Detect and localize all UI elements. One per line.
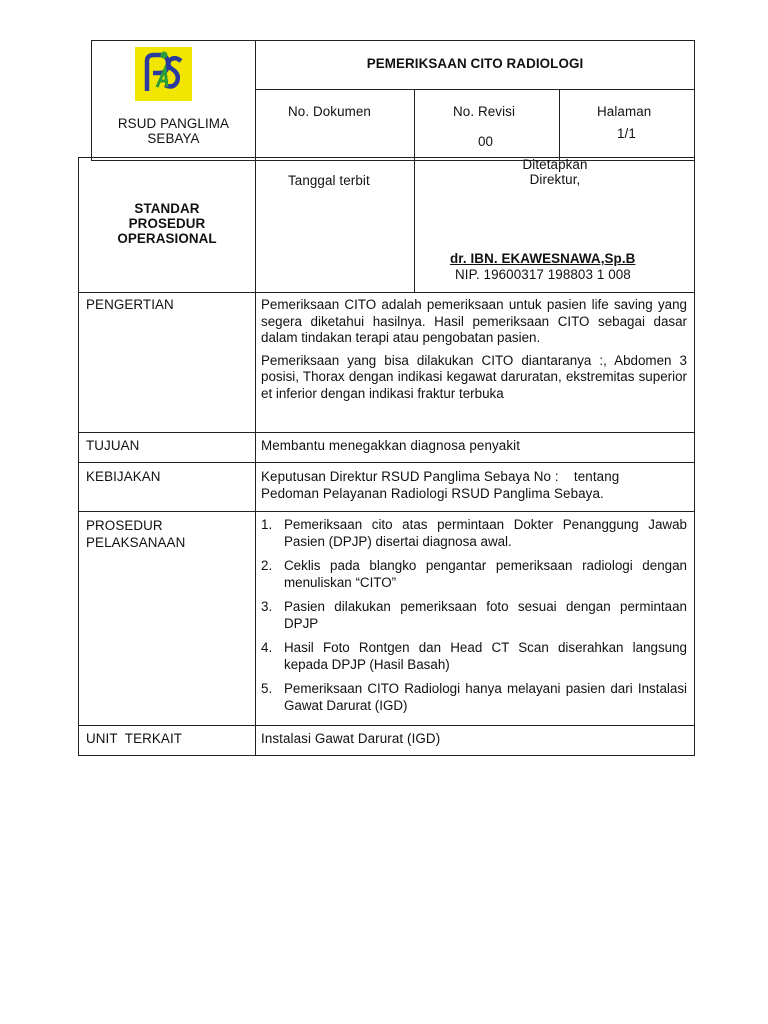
pengertian-para2: Pemeriksaan yang bisa dilakukan CITO diantaranya :, Abdomen 3 posisi, Thorax dengan indikasi kegawat daruratan, ekstremitas superior et inferior dengan indikasi fraktur terbuka <box>261 352 687 401</box>
halaman-value: 1/1 <box>617 126 636 141</box>
institution-line2: SEBAYA <box>147 131 200 146</box>
signatory-name: dr. IBN. EKAWESNAWA,Sp.B <box>450 251 636 266</box>
list-item <box>261 558 687 591</box>
halaman-label: Halaman <box>597 104 652 119</box>
header-norev-cell <box>414 89 560 161</box>
step-number: 5. <box>261 681 273 696</box>
direktur-label: Direktur, <box>529 172 581 187</box>
tanggal-terbit-label: Tanggal terbit <box>288 173 370 188</box>
list-item <box>261 640 687 673</box>
step-text: Pemeriksaan CITO Radiologi hanya melayani pasien dari Instalasi Gawat Darurat (IGD) <box>284 681 687 713</box>
header-halaman-cell <box>559 89 695 161</box>
sop-title-line2: PROSEDUR <box>128 216 206 231</box>
prosedur-label <box>86 517 185 551</box>
list-item <box>261 599 687 632</box>
pengertian-para1: Pemeriksaan CITO adalah pemeriksaan untuk pasien life saving yang segera diketahui hasilnya. Hasil pemeriksaan CITO sebagai dasar dalam tindakan terapi atau pengobatan pasien. <box>261 297 687 345</box>
tujuan-content: Membantu menegakkan diagnosa penyakit <box>261 438 521 453</box>
unit-terkait-label: UNIT TERKAIT <box>86 731 183 746</box>
kebijakan-line2: Pedoman Pelayanan Radiologi RSUD Panglima Sebaya. <box>261 486 604 501</box>
institution-line1: RSUD PANGLIMA <box>117 116 230 131</box>
kebijakan-label: KEBIJAKAN <box>86 469 161 484</box>
step-number: 3. <box>261 599 273 614</box>
step-number: 4. <box>261 640 273 655</box>
no-revisi-value: 00 <box>478 134 494 149</box>
step-text: Pemeriksaan cito atas permintaan Dokter Penanggung Jawab Pasien (DPJP) disertai diagnosa awal. <box>284 517 687 549</box>
signatory-nip: NIP. 19600317 198803 1 008 <box>455 267 631 282</box>
pengertian-label: PENGERTIAN <box>86 297 174 312</box>
step-text: Pasien dilakukan pemeriksaan foto sesuai dengan permintaan DPJP <box>284 599 687 631</box>
ditetapkan-label: Ditetapkan <box>522 157 588 172</box>
unit-terkait-content: Instalasi Gawat Darurat (IGD) <box>261 731 441 746</box>
no-dokumen-label: No. Dokumen <box>288 104 371 119</box>
document-title: PEMERIKSAAN CITO RADIOLOGI <box>366 56 584 71</box>
list-item <box>261 681 687 714</box>
no-revisi-label: No. Revisi <box>453 104 516 119</box>
pengertian-content <box>261 297 687 402</box>
sop-title-line3: OPERASIONAL <box>117 231 217 246</box>
prosedur-label-line2: PELAKSANAAN <box>86 535 186 550</box>
institution-name <box>96 116 251 146</box>
step-number: 2. <box>261 558 273 573</box>
prosedur-label-line1: PROSEDUR <box>86 518 163 533</box>
kebijakan-line1: Keputusan Direktur RSUD Panglima Sebaya No : tentang <box>261 469 620 484</box>
sop-title <box>79 201 255 246</box>
sop-title-line1: STANDAR <box>134 201 200 216</box>
list-item <box>261 517 687 550</box>
step-number: 1. <box>261 517 273 532</box>
prosedur-steps <box>261 517 687 722</box>
step-text: Ceklis pada blangko pengantar pemeriksaan radiologi dengan menuliskan “CITO” <box>284 558 687 590</box>
step-text: Hasil Foto Rontgen dan Head CT Scan diserahkan langsung kepada DPJP (Hasil Basah) <box>284 640 687 672</box>
header-nodok-cell <box>255 89 415 161</box>
tujuan-label: TUJUAN <box>86 438 140 453</box>
hospital-logo-icon <box>135 47 192 101</box>
pengertian-label-cell <box>78 292 256 433</box>
